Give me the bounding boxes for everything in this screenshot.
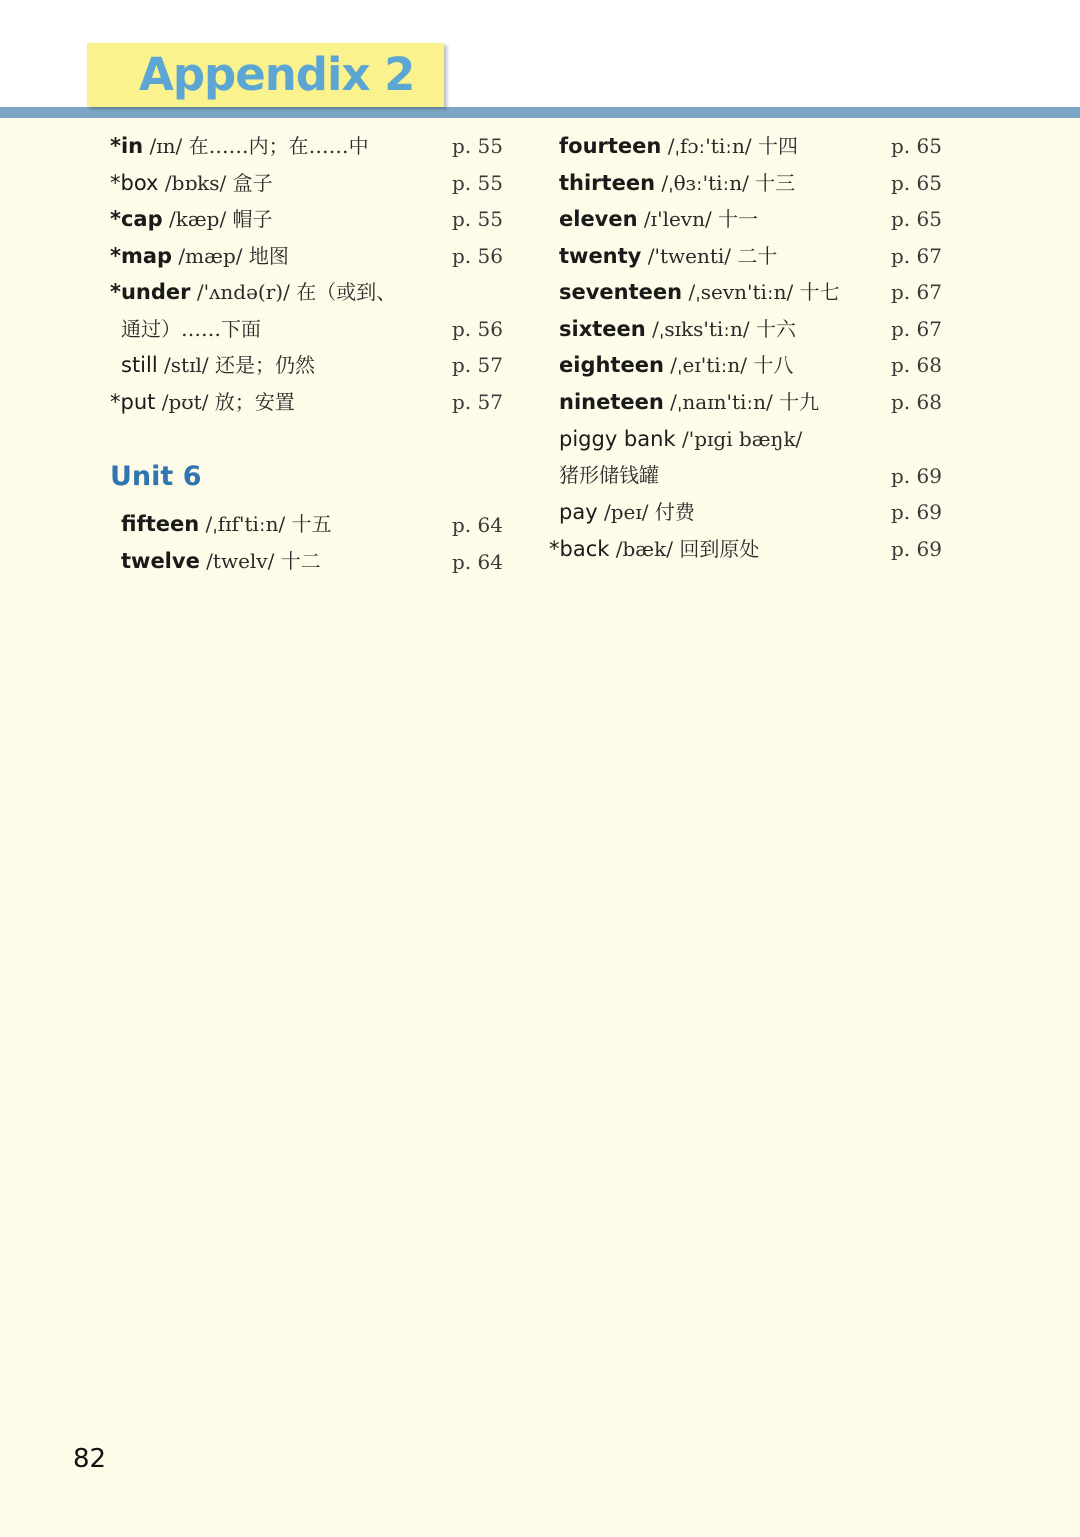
vocab-word: piggy bank xyxy=(559,427,676,451)
vocab-word: fifteen xyxy=(121,512,200,536)
vocab-entry-fifteen xyxy=(121,506,332,542)
vocab-page-ref: p. 69 xyxy=(891,500,942,524)
vocab-word: *map xyxy=(110,244,173,268)
vocab-entry-seventeen xyxy=(559,274,840,310)
vocab-page-ref: p. 57 xyxy=(452,390,503,414)
page-title: Appendix 2 xyxy=(139,48,415,101)
vocab-definition: /bɒks/ 盒子 xyxy=(158,171,273,195)
vocab-page-ref: p. 55 xyxy=(452,134,503,158)
vocab-definition: /peɪ/ 付费 xyxy=(597,500,695,524)
vocab-page-ref: p. 57 xyxy=(452,353,503,377)
vocab-definition: /ˌsɪks'tiːn/ 十六 xyxy=(645,317,797,341)
vocab-entry-thirteen xyxy=(559,165,795,201)
vocab-entry-eighteen xyxy=(559,347,793,383)
vocab-definition: /'twenti/ 二十 xyxy=(641,244,778,268)
vocab-definition: /ˌfɔː'tiːn/ 十四 xyxy=(661,134,798,158)
vocab-word: *under xyxy=(110,280,191,304)
vocab-definition-continuation: 通过）……下面 xyxy=(121,317,261,341)
vocab-definition: /ˌeɪ'tiːn/ 十八 xyxy=(663,353,794,377)
vocab-word: still xyxy=(121,353,158,377)
vocab-page-ref: p. 65 xyxy=(891,134,942,158)
vocab-definition-continuation: 猪形储钱罐 xyxy=(559,463,659,487)
vocab-definition: /mæp/ 地图 xyxy=(172,244,289,268)
header-rule xyxy=(0,107,1080,118)
vocab-word: eleven xyxy=(559,207,638,231)
vocab-word: sixteen xyxy=(559,317,646,341)
vocab-entry-eleven xyxy=(559,201,758,237)
vocab-page-ref: p. 65 xyxy=(891,171,942,195)
vocab-page-ref: p. 68 xyxy=(891,390,942,414)
vocab-word: thirteen xyxy=(559,171,656,195)
vocab-page-ref: p. 56 xyxy=(452,244,503,268)
vocab-page-ref: p. 55 xyxy=(452,171,503,195)
vocab-entry-map xyxy=(110,238,289,274)
vocab-entry-nineteen xyxy=(559,384,819,420)
vocab-word: seventeen xyxy=(559,280,683,304)
vocab-definition: /stɪl/ 还是；仍然 xyxy=(157,353,315,377)
vocab-page-ref: p. 68 xyxy=(891,353,942,377)
vocab-definition: /ˌnaɪn'tiːn/ 十九 xyxy=(663,390,820,414)
vocab-word: fourteen xyxy=(559,134,662,158)
vocab-definition: /ɪn/ 在……内；在……中 xyxy=(143,134,369,158)
vocab-definition: /twelv/ 十二 xyxy=(199,549,321,573)
unit-heading: Unit 6 xyxy=(110,461,202,492)
vocab-page-ref: p. 67 xyxy=(891,280,942,304)
vocab-entry-box xyxy=(110,165,273,201)
vocab-page-ref: p. 69 xyxy=(891,464,942,488)
vocab-word: eighteen xyxy=(559,353,664,377)
vocab-word: twelve xyxy=(121,549,200,573)
vocab-definition: /ˌsevn'tiːn/ 十七 xyxy=(682,280,840,304)
vocab-entry-twelve xyxy=(121,543,321,579)
vocab-page-ref: p. 67 xyxy=(891,317,942,341)
vocab-entry-still xyxy=(121,347,315,383)
vocab-entry-put xyxy=(110,384,295,420)
vocab-page-ref: p. 64 xyxy=(452,513,503,537)
vocab-entry-piggy-bank xyxy=(559,421,802,457)
vocab-definition: /'ʌndə(r)/ 在（或到、 xyxy=(190,280,397,304)
vocab-word: twenty xyxy=(559,244,642,268)
vocab-entry-fourteen xyxy=(559,128,798,164)
vocab-definition: /pʊt/ 放；安置 xyxy=(155,390,295,414)
vocab-entry-under xyxy=(110,274,396,310)
vocab-entry-sixteen xyxy=(559,311,796,347)
vocab-definition: /bæk/ 回到原处 xyxy=(609,537,760,561)
vocab-page-ref: p. 64 xyxy=(452,550,503,574)
vocab-definition: /kæp/ 帽子 xyxy=(162,207,273,231)
vocab-page-ref: p. 69 xyxy=(891,537,942,561)
vocab-entry-twenty xyxy=(559,238,777,274)
vocab-definition: /ˌθɜː'tiːn/ 十三 xyxy=(655,171,796,195)
vocab-word: *back xyxy=(549,537,610,561)
vocab-entry-pay xyxy=(559,494,695,530)
vocab-page-ref: p. 56 xyxy=(452,317,503,341)
vocab-definition: /'pɪgi bæŋk/ xyxy=(675,427,803,451)
vocab-word: *box xyxy=(110,171,159,195)
vocab-definition: /ˌfɪf'tiːn/ 十五 xyxy=(199,512,332,536)
page-number: 82 xyxy=(73,1444,107,1474)
vocab-page-ref: p. 55 xyxy=(452,207,503,231)
vocab-entry-cap xyxy=(110,201,273,237)
vocab-entry-back xyxy=(549,531,759,567)
vocab-word: pay xyxy=(559,500,598,524)
vocab-word: nineteen xyxy=(559,390,664,414)
vocab-page-ref: p. 65 xyxy=(891,207,942,231)
vocab-word: *in xyxy=(110,134,144,158)
vocab-word: *put xyxy=(110,390,156,414)
vocab-entry-in xyxy=(110,128,369,164)
vocab-word: *cap xyxy=(110,207,163,231)
vocab-definition: /ɪ'levn/ 十一 xyxy=(637,207,759,231)
vocab-page-ref: p. 67 xyxy=(891,244,942,268)
